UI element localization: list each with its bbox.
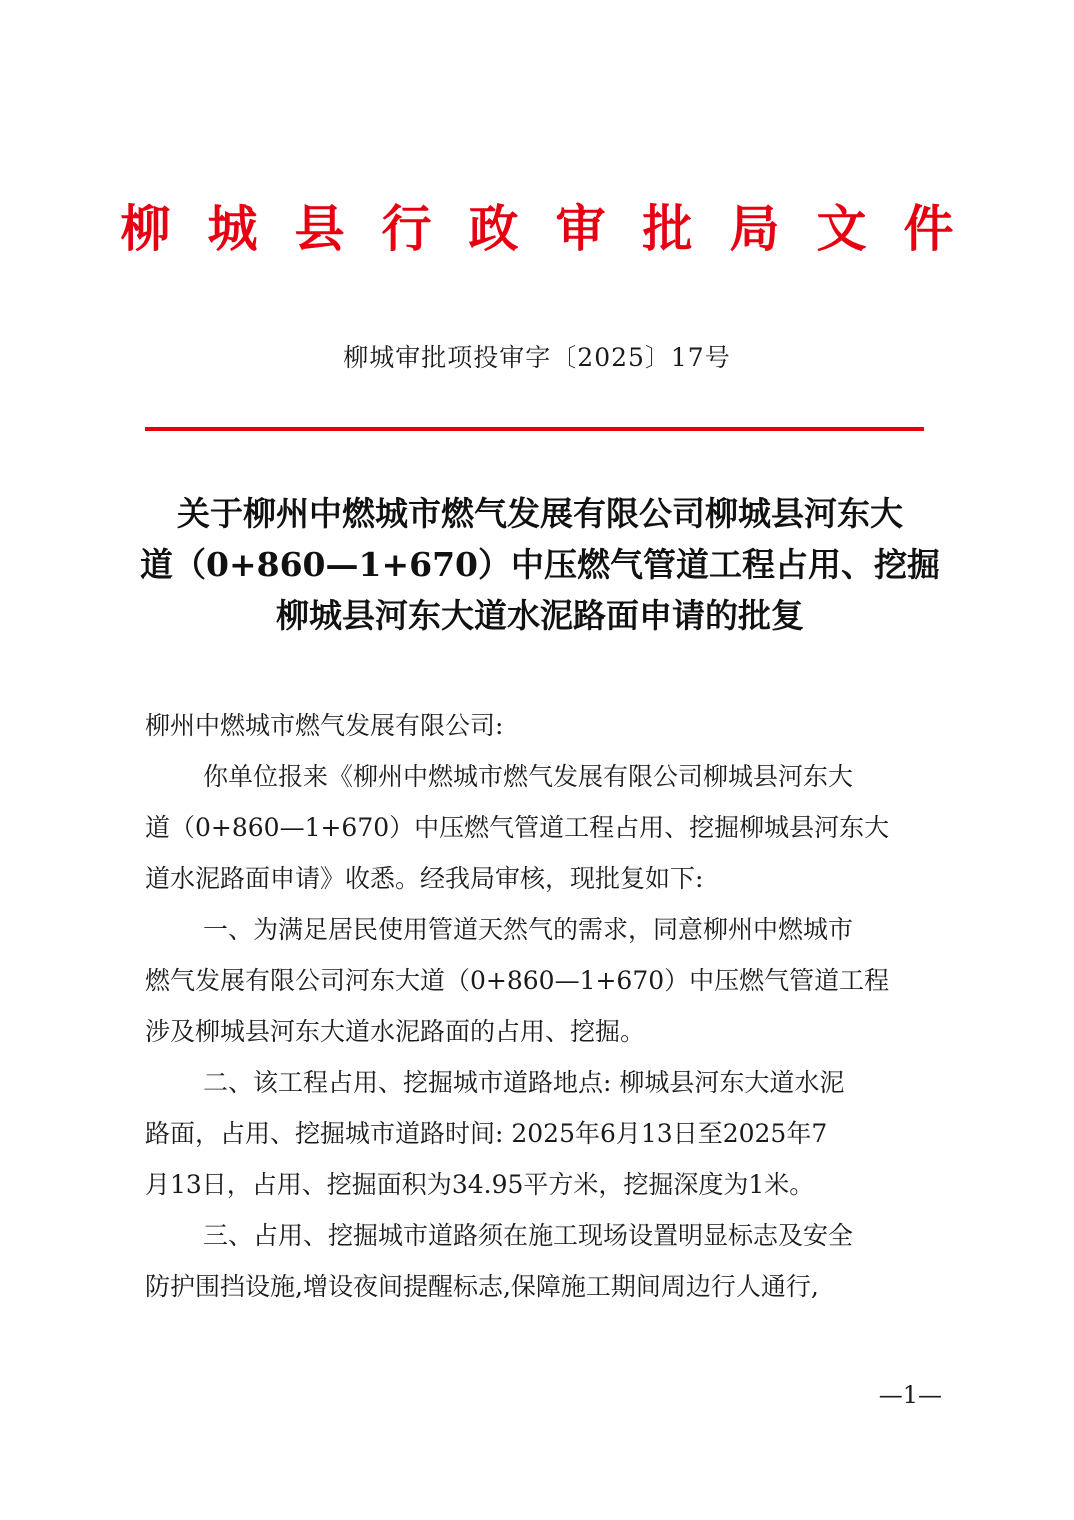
title-line: 关于柳州中燃城市燃气发展有限公司柳城县河东大	[177, 494, 903, 533]
paragraph-line: 道水泥路面申请》收悉。经我局审核，现批复如下:	[145, 864, 704, 893]
masthead-char: 城	[207, 200, 258, 258]
paragraph-line: 涉及柳城县河东大道水泥路面的占用、挖掘。	[145, 1017, 646, 1046]
masthead-title	[0, 196, 1074, 262]
paragraph-line: 你单位报来《柳州中燃城市燃气发展有限公司柳城县河东大	[203, 762, 854, 791]
title-line: 柳城县河东大道水泥路面申请的批复	[276, 596, 804, 635]
masthead-char: 批	[642, 200, 693, 258]
paragraph-line: 燃气发展有限公司河东大道（0+860—1+670）中压燃气管道工程	[145, 966, 890, 995]
paragraph-item-1	[145, 904, 945, 1057]
paragraph-line: 二、该工程占用、挖掘城市道路地点: 柳城县河东大道水泥	[203, 1068, 845, 1097]
paragraph-line: 三、占用、挖掘城市道路须在施工现场设置明显标志及安全	[203, 1221, 854, 1250]
masthead-char: 审	[555, 200, 606, 258]
paragraph-line: 一、为满足居民使用管道天然气的需求，同意柳州中燃城市	[203, 915, 854, 944]
document-title	[140, 488, 940, 641]
paragraph-item-2	[145, 1057, 945, 1210]
masthead-char: 柳	[120, 200, 171, 258]
paragraph-line: 路面，占用、挖掘城市道路时间: 2025年6月13日至2025年7	[145, 1119, 828, 1148]
title-line: 道（0+860—1+670）中压燃气管道工程占用、挖掘	[140, 545, 940, 584]
document-number: 柳城审批项投审字〔2025〕17号	[343, 343, 731, 372]
paragraph-item-3	[145, 1210, 945, 1312]
paragraph-line: 道（0+860—1+670）中压燃气管道工程占用、挖掘柳城县河东大	[145, 813, 890, 842]
masthead-char: 政	[468, 200, 519, 258]
masthead-char: 件	[903, 200, 954, 258]
salutation: 柳州中燃城市燃气发展有限公司:	[145, 711, 504, 740]
masthead-char: 行	[381, 200, 432, 258]
masthead-char: 局	[729, 200, 780, 258]
red-divider-line	[145, 427, 924, 431]
paragraph-receipt	[145, 751, 945, 904]
paragraph-line: 防护围挡设施,增设夜间提醒标志,保障施工期间周边行人通行,	[145, 1272, 819, 1301]
paragraph-line: 月13日，占用、挖掘面积为34.95平方米，挖掘深度为1米。	[145, 1170, 815, 1199]
masthead-char: 文	[816, 200, 867, 258]
page-number: —1—	[878, 1381, 942, 1409]
document-body	[145, 700, 945, 1312]
masthead-char: 县	[294, 200, 345, 258]
